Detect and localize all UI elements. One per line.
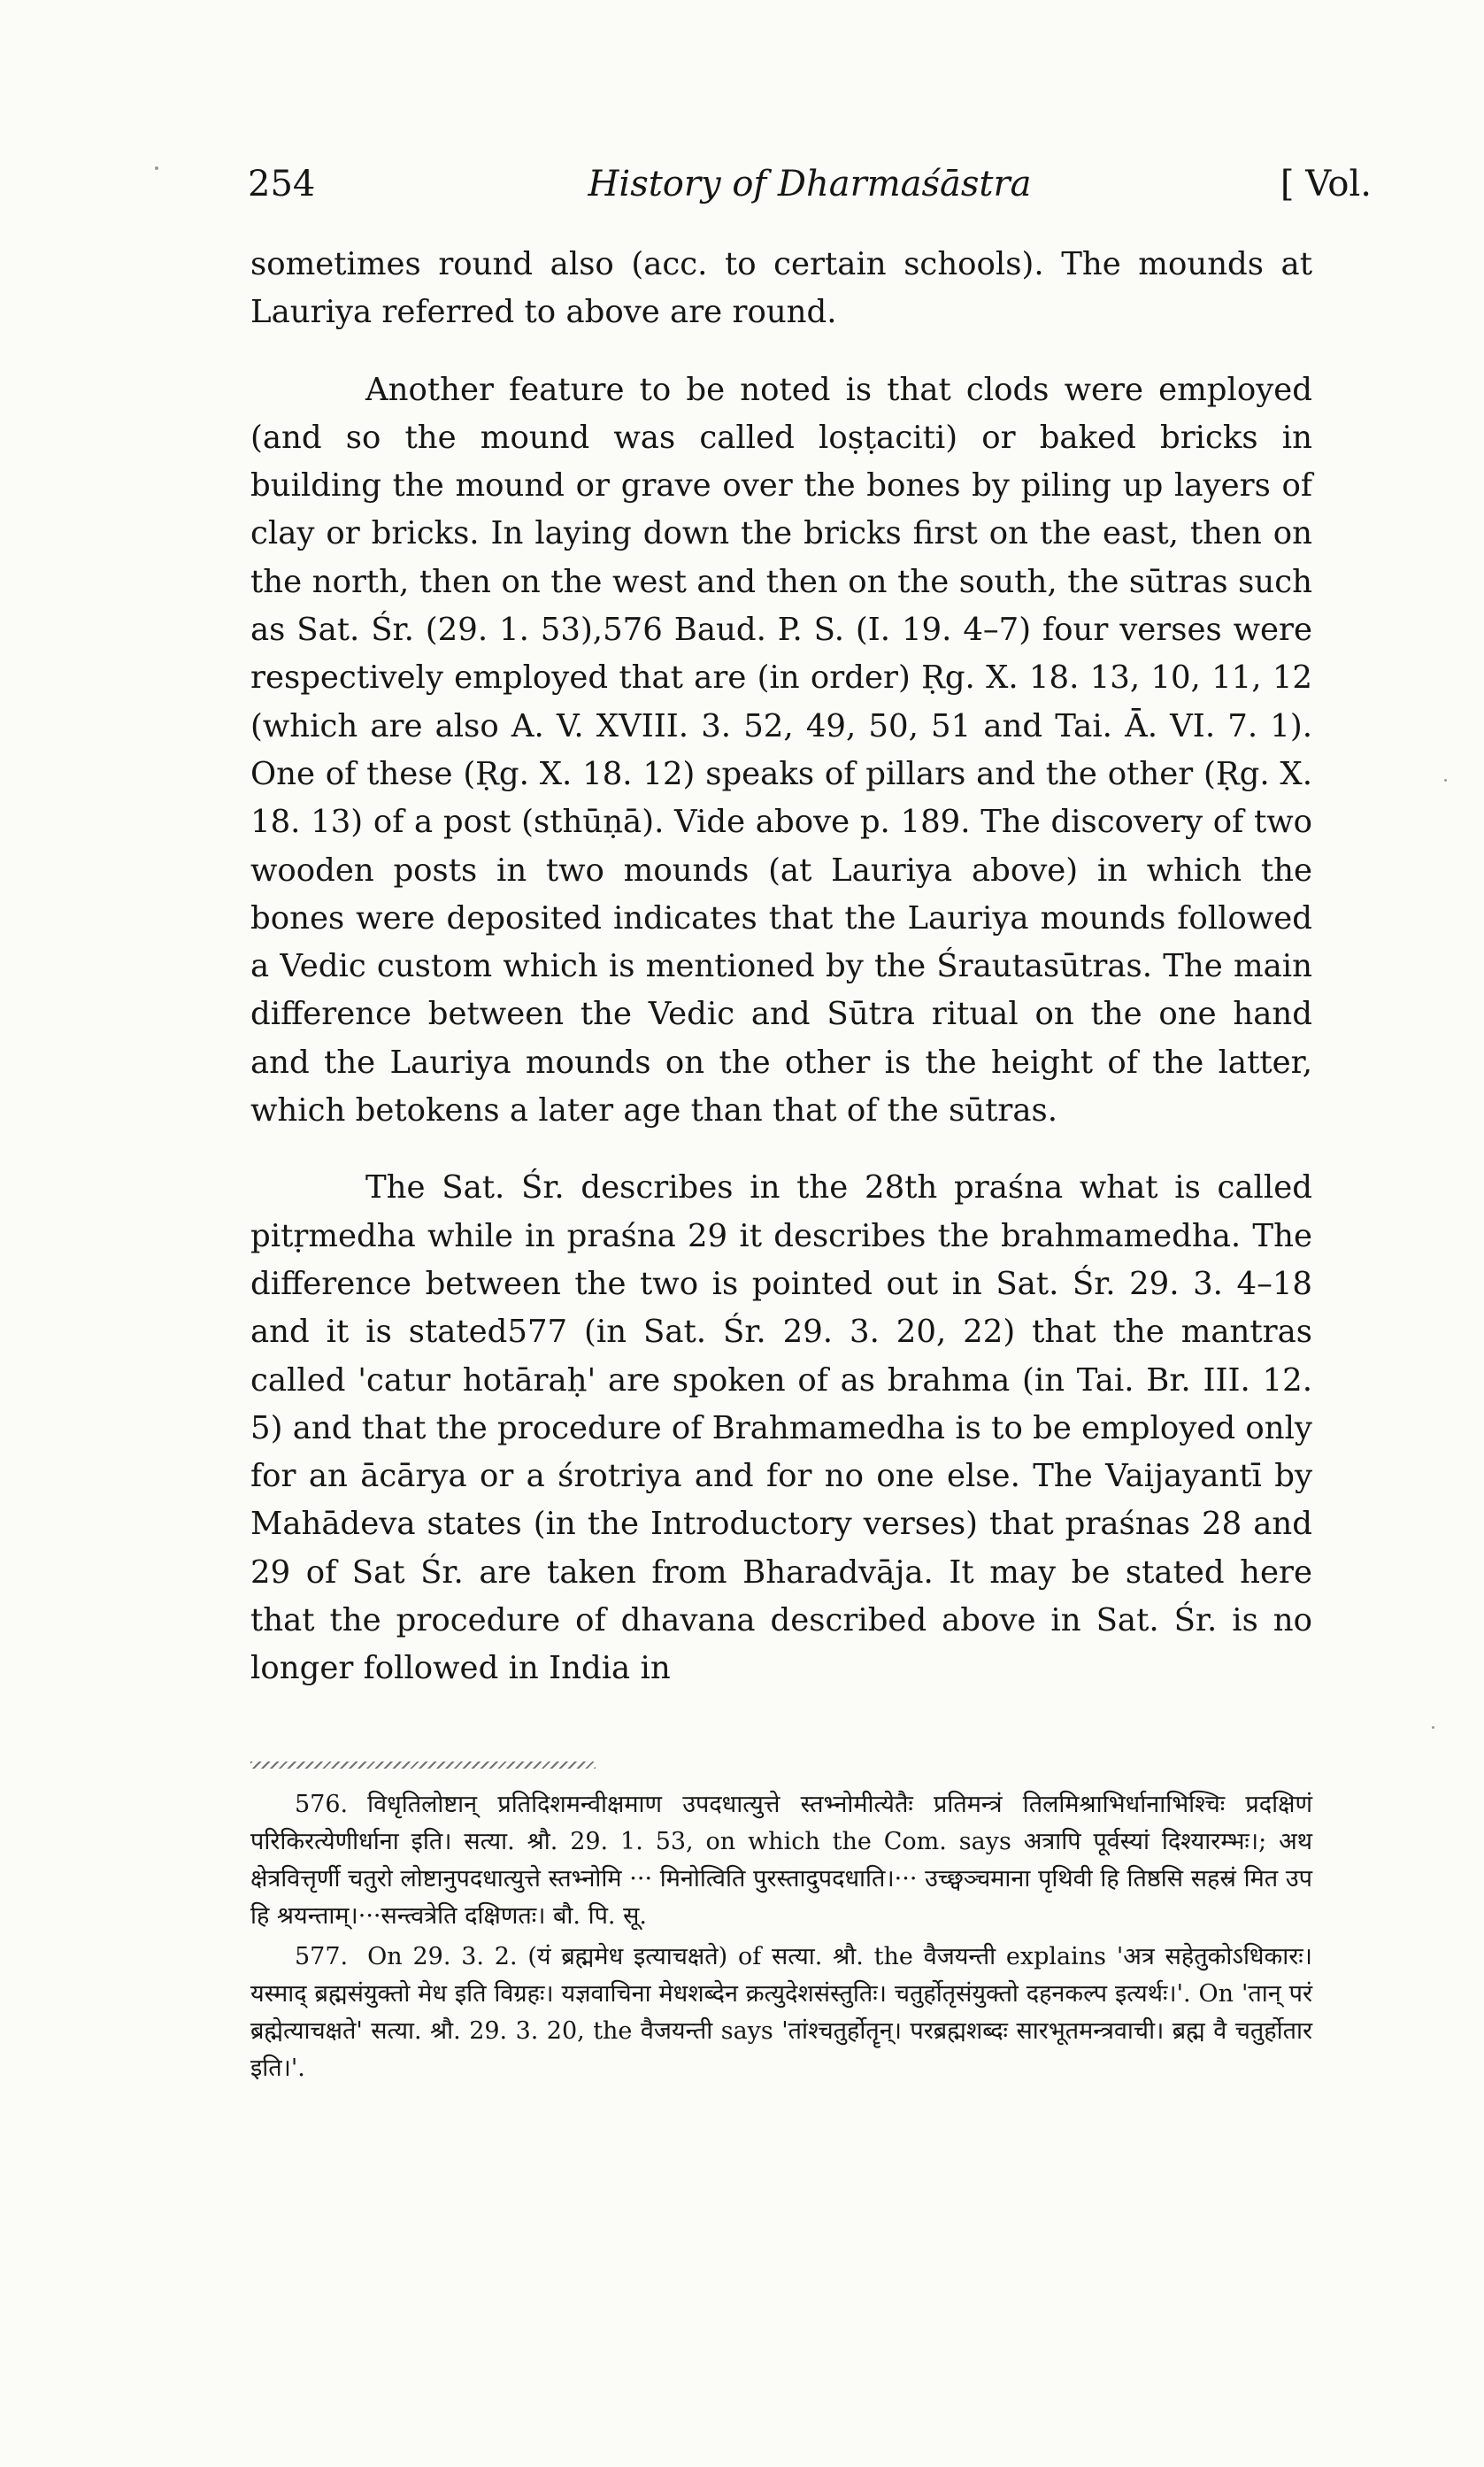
footnote-576	[250, 1786, 1312, 1935]
footnote-577	[250, 1939, 1312, 2087]
page-number: 254	[248, 164, 316, 204]
paragraph-3: The Sat. Śr. describes in the 28th praśna what is called pitṛmedha while in praśna 29 it describes the brahmamedha. The difference between the two is pointed out in Sat. Śr. 29. 3. 4–18 and it is stated577 (in Sat. Śr. 29. 3. 20, 22) that the mantras called 'catur hotāraḥ' are spoken of as brahma (in Tai. Br. III. 12. 5) and that the procedure of Brahmamedha is to be employed only for an ācārya or a śrotriya and for no one else. The Vaijayantī by Mahādeva states (in the Introductory verses) that praśnas 28 and 29 of Sat Śr. are taken from Bharadvāja. It may be stated here that the procedure of dhavana described above in Sat. Śr. is no longer followed in India in	[250, 1169, 1312, 1687]
footnote-text: विधृतिलोष्टान् प्रतिदिशमन्वीक्षमाण उपदधात्युत्ते स्तभ्नोमीत्येतैः प्रतिमन्त्रं तिलमिश्राभिर्धानाभिश्चिः प्रदक्षिणं परिकिरत्येणीर्धाना इति। सत्या. श्रौ. 29. 1. 53, on which the Com. says अत्रापि पूर्वस्यां दिश्यारम्भः।; अथ क्षेत्रवित्तृर्णी चतुरो लोष्टानुपदधात्युत्ते स्तभ्नोमि ··· मिनोत्विति पुरस्तादुपदधाति।··· उच्छ्वञ्चमाना पृथिवी हि तिष्ठसि सहस्रं मित उप हि श्रयन्ताम्।···सन्त्वत्रेति दक्षिणतः। बौ. पि. सू.	[250, 1791, 1312, 1930]
main-text	[250, 241, 1312, 1723]
paragraph-1: sometimes round also (acc. to certain schools). The mounds at Lauriya referred to above are round.	[250, 246, 1312, 331]
running-header	[248, 164, 1372, 217]
footnote-text: On 29. 3. 2. (यं ब्रह्ममेध इत्याचक्षते) of सत्या. श्रौ. the वैजयन्ती explains 'अत्र सहेतुकोऽधिकारः। यस्माद् ब्रह्मसंयुक्तो मेध इति विग्रहः। यज्ञवाचिना मेधशब्देन क्रत्युदेशसंस्तुतिः। चतुर्होतृसंयुक्तो दहनकल्प इत्यर्थः।'. On 'तान् परं ब्रह्मेत्याचक्षते' सत्या. श्रौ. 29. 3. 20, the वैजयन्ती says 'तांश्चतुर्होतॄन्। परब्रह्मशब्दः सारभूतमन्त्रवाची। ब्रह्म वै चतुर्होतार इति।'.	[250, 1943, 1312, 2082]
scan-speck	[1432, 1726, 1434, 1729]
scan-speck	[155, 166, 158, 170]
footnotes	[250, 1786, 1312, 2091]
paragraph-2: Another feature to be noted is that clods were employed (and so the mound was called loṣṭaciti) or baked bricks in building the mound or grave over the bones by piling up layers of clay or bricks. In laying down the bricks first on the east, then on the north, then on the west and then on the south, the sūtras such as Sat. Śr. (29. 1. 53),576 Baud. P. S. (I. 19. 4–7) four verses were respectively employed that are (in order) Ṛg. X. 18. 13, 10, 11, 12 (which are also A. V. XVIII. 3. 52, 49, 50, 51 and Tai. Ā. VI. 7. 1). One of these (Ṛg. X. 18. 12) speaks of pillars and the other (Ṛg. X. 18. 13) of a post (sthūṇā). Vide above p. 189. The discovery of two wooden posts in two mounds (at Lauriya above) in which the bones were deposited indicates that the Lauriya mounds followed a Vedic custom which is mentioned by the Śrautasūtras. The main difference between the Vedic and Sūtra ritual on the one hand and the Lauriya mounds on the other is the height of the latter, which betokens a later age than that of the sūtras.	[250, 371, 1312, 1129]
running-title: History of Dharmaśāstra	[588, 164, 1032, 204]
scan-speck	[1444, 779, 1447, 782]
footnote-divider	[250, 1762, 596, 1769]
footnote-number: 576.	[295, 1791, 349, 1818]
volume-label: [ Vol.	[1280, 164, 1372, 204]
footnote-number: 577.	[295, 1943, 349, 1970]
